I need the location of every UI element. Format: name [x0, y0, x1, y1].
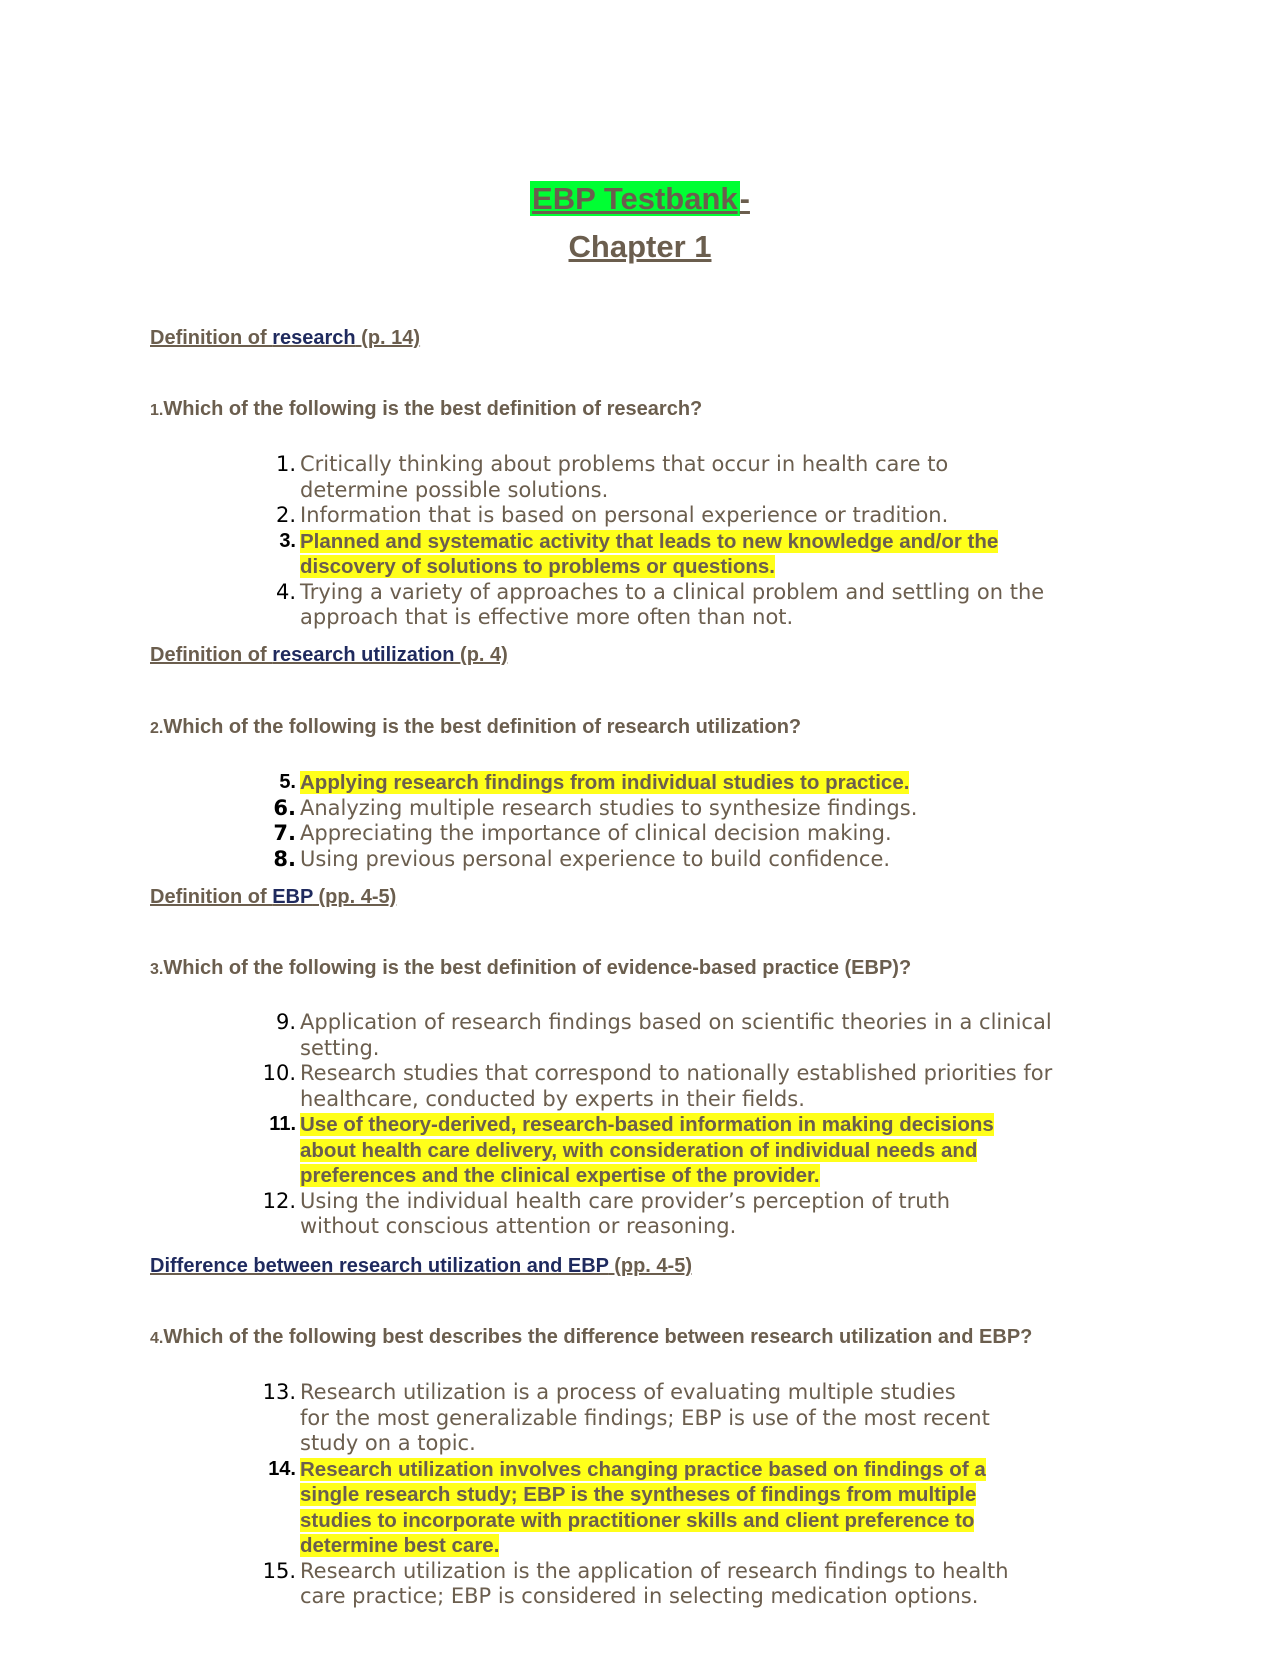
option-number: 8.	[273, 846, 296, 871]
option-number: 6.	[273, 795, 296, 820]
section-heading-difference	[150, 1253, 692, 1279]
answer-option	[258, 1010, 1052, 1061]
option-line: single research study; EBP is the syntheses of findings from multiple	[300, 1483, 977, 1506]
answer-option	[258, 452, 1044, 503]
heading-prefix: Definition of	[150, 327, 273, 349]
option-line: Appreciating the importance of clinical decision making.	[300, 821, 892, 845]
question-number: 2.	[150, 720, 164, 737]
question-text: Which of the following is the best definition of research?	[163, 398, 703, 420]
heading-keyword: research	[272, 327, 356, 349]
heading-page-ref: (p. 4)	[454, 644, 508, 666]
option-line: without conscious attention or reasoning.	[300, 1214, 737, 1238]
answer-option	[258, 1380, 1009, 1457]
option-line: discovery of solutions to problems or questions.	[300, 555, 775, 578]
answer-option	[258, 1559, 1009, 1610]
option-line: about health care delivery, with consideration of individual needs and	[300, 1138, 978, 1162]
answer-option	[258, 821, 917, 847]
section-heading-research	[150, 325, 420, 351]
option-line: preferences and the clinical expertise of the provider.	[300, 1164, 820, 1187]
option-number: 11.	[269, 1113, 296, 1135]
option-number: 7.	[273, 821, 296, 845]
option-number: 3.	[279, 529, 296, 552]
option-number: 13.	[262, 1380, 296, 1404]
question-number: 1.	[150, 402, 164, 419]
option-line: Planned and systematic activity that leads to new knowledge and/or the	[300, 529, 999, 553]
answer-option-correct	[258, 529, 1044, 580]
heading-keyword: Difference between research utilization and EBP	[150, 1255, 609, 1277]
option-line: setting.	[300, 1035, 380, 1060]
option-line: healthcare, conducted by experts in their fields.	[300, 1086, 805, 1111]
option-line: Research utilization is the application of research findings to health	[300, 1558, 1009, 1583]
option-number: 4.	[275, 579, 296, 604]
section-heading-ebp	[150, 884, 396, 910]
option-line: studies to incorporate with practitioner skills and client preference to	[300, 1508, 975, 1532]
question-4	[150, 1324, 1032, 1352]
heading-prefix: Definition of	[150, 644, 273, 666]
option-line: study on a topic.	[300, 1431, 476, 1455]
option-line: care practice; EBP is considered in selecting medication options.	[300, 1584, 979, 1608]
title-dash: -	[739, 181, 750, 216]
option-number: 15.	[262, 1558, 296, 1583]
answer-option	[258, 796, 917, 822]
option-number: 10.	[262, 1061, 296, 1085]
option-line: Research studies that correspond to nationally established priorities for	[300, 1061, 1053, 1085]
option-number: 1.	[275, 452, 296, 476]
option-line: determine possible solutions.	[300, 477, 609, 502]
option-line: Research utilization is a process of evaluating multiple studies	[300, 1380, 956, 1404]
option-line: Application of research findings based on scientific theories in a clinical	[300, 1010, 1052, 1034]
answer-option-correct	[258, 1112, 1052, 1189]
option-line: Analyzing multiple research studies to synthesize findings.	[300, 795, 918, 820]
option-line: determine best care.	[300, 1534, 500, 1557]
option-number: 12.	[262, 1188, 296, 1213]
option-line: Use of theory-derived, research-based information in making decisions	[300, 1113, 994, 1136]
document-title	[0, 178, 1280, 220]
question-3	[150, 955, 911, 983]
answer-list-1	[258, 452, 1044, 631]
option-line: Critically thinking about problems that occur in health care to	[300, 452, 949, 476]
question-1	[150, 396, 702, 424]
option-line: approach that is effective more often than not.	[300, 605, 794, 629]
question-text: Which of the following is the best definition of research utilization?	[163, 716, 802, 738]
answer-list-3	[258, 1010, 1052, 1240]
heading-page-ref: (pp. 4-5)	[608, 1255, 692, 1277]
option-number: 5.	[279, 771, 296, 793]
answer-option	[258, 1061, 1052, 1112]
option-line: Research utilization involves changing practice based on findings of a	[300, 1457, 986, 1481]
option-number: 9.	[275, 1010, 296, 1034]
heading-page-ref: (pp. 4-5)	[312, 886, 397, 908]
answer-option-correct	[258, 770, 917, 796]
heading-page-ref: (p. 14)	[355, 327, 421, 349]
question-number: 3.	[150, 961, 164, 978]
answer-list-4	[258, 1380, 1009, 1610]
question-text: Which of the following best describes the difference between research utilization and EBP?	[163, 1326, 1033, 1348]
answer-option	[258, 580, 1044, 631]
option-number: 14.	[268, 1457, 296, 1480]
heading-keyword: research utilization	[272, 644, 455, 666]
heading-keyword: EBP	[272, 886, 313, 908]
question-text: Which of the following is the best definition of evidence-based practice (EBP)?	[163, 957, 912, 979]
option-line: for the most generalizable findings; EBP is use of the most recent	[300, 1405, 990, 1430]
section-heading-research-utilization	[150, 642, 508, 668]
answer-option	[258, 503, 1044, 529]
question-number: 4.	[150, 1330, 164, 1347]
answer-option	[258, 1189, 1052, 1240]
answer-option	[258, 847, 917, 873]
option-line: Using the individual health care provider’s perception of truth	[300, 1188, 951, 1213]
document-subtitle: Chapter 1	[568, 229, 712, 264]
heading-prefix: Definition of	[150, 886, 273, 908]
option-number: 2.	[275, 503, 296, 527]
option-line: Using previous personal experience to build confidence.	[300, 846, 891, 871]
answer-option-correct	[258, 1457, 1009, 1559]
option-line: Applying research findings from individual studies to practice.	[300, 771, 910, 794]
answer-list-2	[258, 770, 917, 872]
option-line: Trying a variety of approaches to a clinical problem and settling on the	[300, 579, 1045, 604]
option-line: Information that is based on personal experience or tradition.	[300, 503, 949, 527]
title-highlighted-text: EBP Testbank	[532, 181, 738, 216]
question-2	[150, 714, 801, 742]
